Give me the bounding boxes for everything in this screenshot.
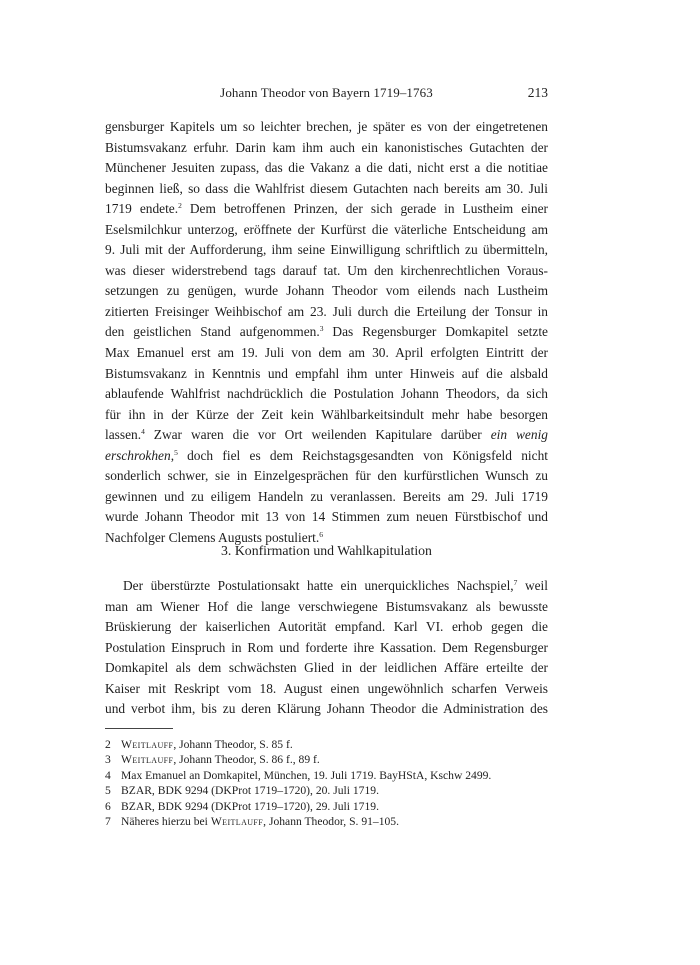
- text-line: sonderlich schwer, sie in Einzelgesprächen für den kurfürstlichen Wunsch zu: [105, 468, 548, 484]
- text-line: Bistumsvakanz in Kenntnis und empfahl ihm unter Hinweis auf die alsbald: [105, 365, 548, 381]
- text-line: [105, 425, 548, 446]
- text-line: und verbot ihm, bis zu deren Klärung Johann Theodor die Administration des: [105, 701, 548, 717]
- footnote-text: BZAR, BDK 9294 (DKProt 1719–1720), 29. Juli 1719.: [121, 799, 379, 813]
- footnote-ref-6: 6: [319, 529, 323, 539]
- text-segment: ,: [170, 447, 175, 463]
- footnote-text: Max Emanuel an Domkapitel, München, 19. Juli 1719. BayHStA, Kschw 2499.: [121, 768, 492, 782]
- text-segment: den geistlichen Stand aufgenommen.: [105, 324, 320, 340]
- footnote-ref-4: 4: [141, 427, 145, 437]
- text-line: für ihn in der Kürze der Zeit kein Wählbarkeitsindult mehr habe besorgen: [105, 406, 548, 422]
- footnote: [105, 783, 548, 798]
- text-segment: Dem betroffenen Prinzen, der sich gerade in Lustheim einer: [181, 201, 548, 217]
- text-segment: Zwar waren die vor Ort weilenden Kapitulare darüber: [144, 427, 491, 443]
- text-line: setzungen zu genügen, wurde Johann Theodor vom eilends nach Lustheim: [105, 283, 548, 299]
- footnote-ref-3: 3: [319, 324, 324, 334]
- section-heading: 3. Konfirmation und Wahlkapitulation: [221, 543, 432, 558]
- footnote-number: 6: [105, 799, 111, 813]
- footnote-author: Weitlauff: [121, 738, 174, 751]
- text-line: [105, 199, 548, 220]
- text-line: Brüskierung der kaiserlichen Autorität empfand. Karl VI. erhob gegen die: [105, 619, 548, 635]
- text-line: was dieser widerstrebend tags darauf tat. Um den kirchenrechtlichen Voraus-: [105, 262, 548, 278]
- text-line: 9. Juli mit der Aufforderung, ihm seine Einwilligung schriftlich zu übermitteln,: [105, 242, 548, 258]
- footnote: [105, 737, 548, 752]
- footnote-divider: [105, 728, 173, 729]
- text-segment: Das Regensburger Domkapitel setzte: [323, 324, 548, 340]
- footnote: [105, 814, 548, 829]
- footnote-ref-5: 5: [174, 447, 178, 457]
- page-number: 213: [527, 85, 548, 100]
- text-line: [105, 322, 548, 343]
- footnote-text: BZAR, BDK 9294 (DKProt 1719–1720), 20. Juli 1719.: [121, 784, 379, 798]
- running-title: Johann Theodor von Bayern 1719–1763: [220, 85, 433, 100]
- footnotes: [105, 737, 548, 829]
- text-line: wurde Johann Theodor mit 13 von 14 Stimmen zum neuen Fürstbischof und: [105, 509, 548, 525]
- text-line: Postulation Einspruch in Rom und forderte ihre Kassation. Dem Regensburger: [105, 639, 548, 655]
- text-line: Kaiser mit Reskript vom 18. August einen ungewöhnlich scharfen Verweis: [105, 680, 548, 696]
- text-line: Münchener Jesuiten zupass, das die Vakanz a die dati, nicht erst a die notitiae: [105, 160, 548, 176]
- footnote-text: Näheres hierzu bei: [121, 814, 211, 828]
- footnote: [105, 752, 548, 767]
- text-line: [105, 576, 548, 597]
- text-line: man am Wiener Hof die lange verschwiegene Bistumsvakanz als bewusste: [105, 598, 548, 614]
- text-line: Eselsmilchkur unterzog, eröffnete der Kurfürst die väterliche Entscheidung am: [105, 221, 548, 237]
- text-line: [105, 446, 548, 467]
- text-line: gensburger Kapitels um so leichter brechen, je später es von der eingetretenen: [105, 119, 548, 134]
- quoted-phrase: ein wenig: [490, 427, 548, 443]
- quoted-phrase: erschrokhen: [105, 447, 171, 463]
- footnote-text: , Johann Theodor, S. 85 f.: [173, 738, 293, 751]
- running-header: [105, 85, 548, 105]
- footnote-number: 7: [105, 814, 111, 828]
- text-line: Domkapitel als dem schwächsten Glied in der leidlichen Affäre erteilte der: [105, 660, 548, 676]
- footnote-ref-7: 7: [513, 578, 518, 587]
- text-segment: doch fiel es dem Reichstagsgesandten von Königsfeld nicht: [177, 447, 548, 463]
- text-line: Bistumsvakanz erfuhr. Darin kam ihm auch ein kanonistisches Gutachten der: [105, 139, 548, 155]
- footnote: [105, 799, 548, 814]
- text-line: gewinnen und zu eiligem Handeln zu veranlassen. Bereits am 29. Juli 1719: [105, 488, 548, 504]
- text-segment: lassen.: [105, 427, 142, 443]
- footnote-text: , Johann Theodor, S. 86 f., 89 f.: [173, 753, 320, 767]
- footnote-author: Weitlauff: [121, 753, 174, 767]
- text-segment: Der überstürzte Postulationsakt hatte ein unerquickliches Nachspiel,: [123, 578, 514, 593]
- text-line: Max Emanuel erst am 19. Juli von dem am 30. April erfolgten Eintritt der: [105, 345, 548, 361]
- footnote-text: , Johann Theodor, S. 91–105.: [263, 814, 400, 828]
- footnote-number: 2: [105, 738, 111, 751]
- footnote-number: 5: [105, 784, 111, 798]
- text-segment: Nachfolger Clemens Augusts postuliert.: [105, 529, 320, 545]
- footnote-number: 4: [105, 768, 111, 782]
- paragraph-continued: [105, 117, 548, 548]
- footnote-author: Weitlauff: [210, 814, 264, 828]
- text-line: ablaufende Wahlfrist nachdrücklich die Postulation Johann Theodors, da sich: [105, 386, 548, 402]
- paragraph-section-3: [105, 576, 548, 720]
- footnote-number: 3: [105, 753, 111, 767]
- footnote-ref-2: 2: [178, 201, 182, 211]
- footnote: [105, 768, 548, 783]
- text-line: zitierten Freisinger Weihbischof am 23. Juli durch die Erteilung der Tonsur in: [105, 303, 548, 319]
- text-segment: 1719 endete.: [105, 201, 179, 217]
- text-line: beginnen ließ, so dass die Wahlfrist diesem Gutachten nach bereits am 30. Juli: [105, 180, 548, 196]
- text-segment: weil: [517, 578, 548, 593]
